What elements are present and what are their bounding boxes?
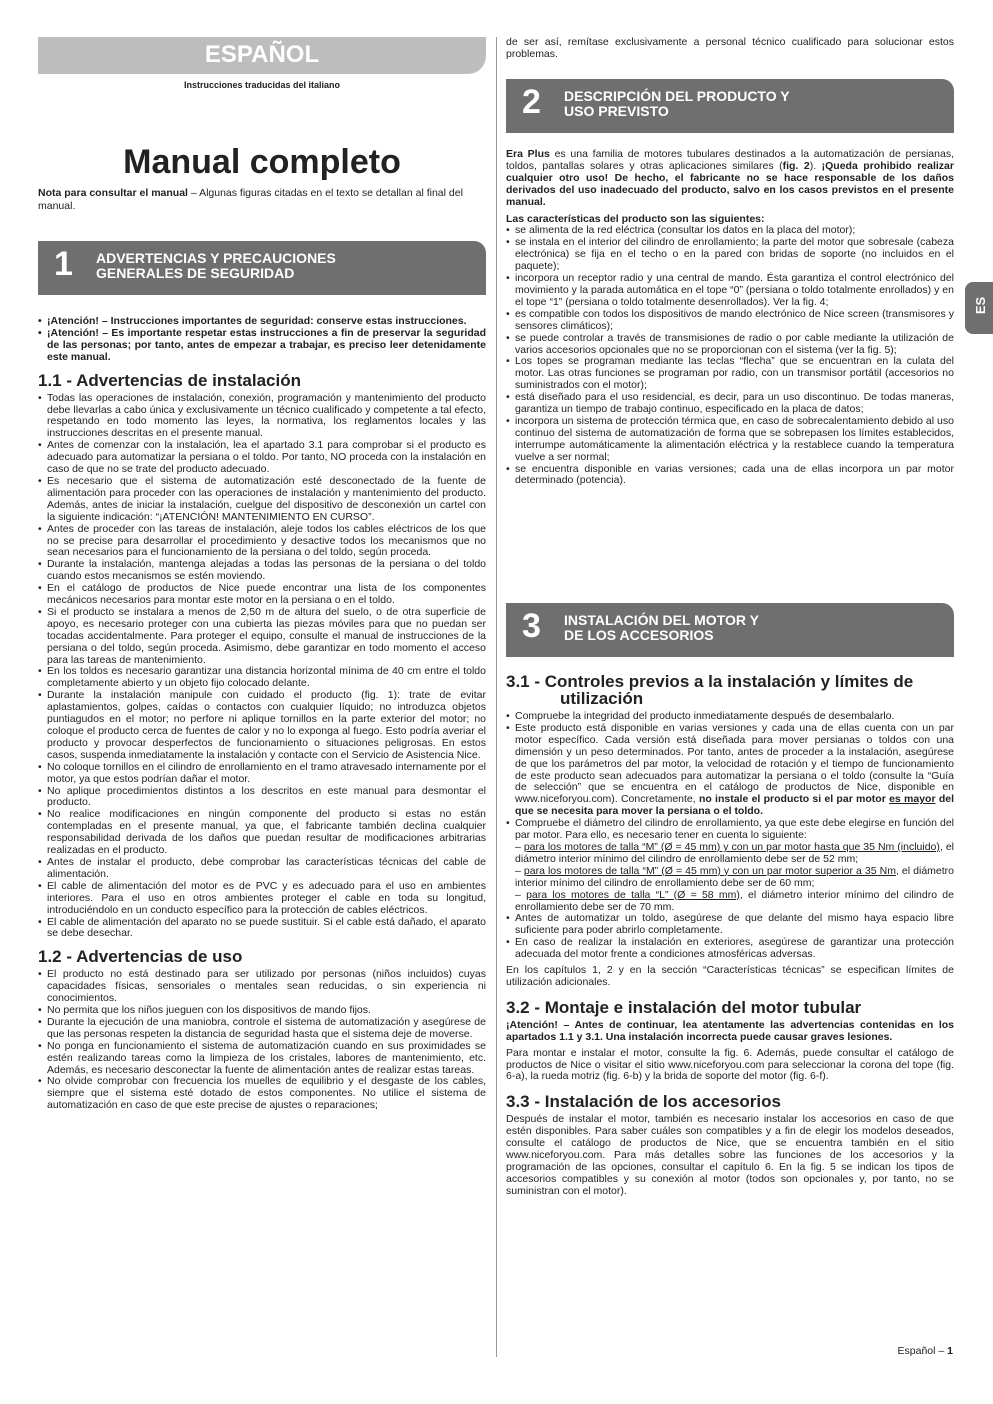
list-item: • No ponga en funcionamiento el sistema de automatización cuando en sus proximidades se estén realizando tareas como la limpieza de los cristales, labores de mantenimiento, etc. Además, es necesario desconectar la fuente de alimentación antes de realizar estas tareas. <box>38 1041 486 1077</box>
list-item: • No realice modificaciones en ningún componente del producto si estas no están contempladas en el presente manual, ya que, el fabricante también declina cualquier responsabilidad derivada de los daños que puedan resultar de modificaciones arbitrarias realizadas en el producto. <box>38 809 486 857</box>
note-text: – Algunas figuras citadas en el texto se detallan al final del manual. <box>38 187 463 212</box>
sub-item: – para los motores de talla “M” (Ø = 45 mm) y con un par motor superior a 35 Nm, el diámetro interior mínimo del cilindro de enrollamiento debe ser de 60 mm; <box>515 864 954 889</box>
section-heading: 1.2 - Advertencias de uso <box>38 947 243 967</box>
list-item: • está diseñado para el uso residencial, es decir, para un uso discontinuo. De todas maneras, garantiza un tiempo de trabajo continuo, especificado en la placa de datos; <box>506 392 954 416</box>
sub-item: – para los motores de talla “L” (Ø = 58 mm), el diámetro interior mínimo del cilindro de enrollamiento debe ser de 70 mm. <box>515 888 954 913</box>
list-item: • El cable de alimentación del aparato no se puede sustituir. Si el cable está dañado, el aparato se debe desechar. <box>38 917 486 941</box>
sub-item: – para los motores de talla “M” (Ø = 45 mm) y con un par motor hasta que 35 Nm (incluido), el diámetro interior mínimo del cilindro de enrollamiento debe ser de 52 mm; <box>515 840 954 865</box>
list-item: • No permita que los niños jueguen con los dispositivos de mando fijos. <box>38 1005 486 1017</box>
language-banner <box>38 37 486 74</box>
left-column <box>38 316 486 1112</box>
install-text: Para montar e instalar el motor, consulte la fig. 6. Además, puede consultar el catálogo de productos de Nice o visitar el sitio www.niceforyou.com para seleccionar la corona del tope (fig. 6-a), la rueda motriz (fig. 6-b) y la brida de soporte del motor (fig. 6-f). <box>506 1046 954 1083</box>
accessories-text: Después de instalar el motor, también es necesario instalar los accesorios en caso de que estén disponibles. Para saber cuáles son compatibles y a fin de elegir los modelos deseados, consulte el catálogo de productos de Nice, que se encuentra también en el sitio www.niceforyou.com. Para más detalles sobre las funciones de los accesorios y la programación de las opciones, consultar el capítulo 6. En la fig. 5 se indican los tipos de accesorios compatibles y su conexión al motor (todos son opcionales y, por tanto, no se suministran con el motor). <box>506 1113 954 1197</box>
item-text: Este producto está disponible en varias versiones y cada una de ellas cuenta con un par motor específico. Cada versión está diseñada para mover persianas o toldos con una dimensión y un peso determinados. Por tanto, antes de proceder a la instalación, asegúrese de que los parámetros del par motor, la velocidad de rotación y el tiempo de funcionamiento de este producto sean adecuados para automatizar la persiana o el toldo (consulte la “Guía de selección” que se encuentra en el catálogo de productos de Nice, disponible en www.niceforyou.com). Concretamente, <box>515 721 954 806</box>
list-item: • No aplique procedimientos distintos a los descritos en este manual para desmontar el producto. <box>38 786 486 810</box>
title-line: DESCRIPCIÓN DEL PRODUCTO Y <box>564 88 790 104</box>
list-item: • Si el producto se instalara a menos de 2,50 m de altura del suelo, o de otra superficie de apoyo, es necesario proteger con una cubierta las piezas móviles para que no puedan ser tocadas accidentalmente. Para proteger el equipo, consulte el manual de instrucciones de la persiana o del toldo, según proceda. Asimismo, debe garantizar en todo momento el acceso para las tareas de mantenimiento. <box>38 607 486 667</box>
note-label: Nota para consultar el manual <box>38 187 188 199</box>
product-name: Era Plus <box>506 148 550 160</box>
list-item: • Todas las operaciones de instalación, conexión, programación y mantenimiento del producto debe llevarlas a cabo única y exclusivamente un técnico cualificado y competente a tal efecto, respetando en todo momento las leyes, la normativa, los reglamentos locales y las instrucciones descritas en el presente manual. <box>38 393 486 441</box>
section-heading: 1.1 - Advertencias de instalación <box>38 370 301 390</box>
section-number: 1 <box>54 245 73 283</box>
sub-item-text: , el diámetro interior mínimo del cilindro de enrollamiento debe ser de 52 mm; <box>515 840 954 865</box>
section-heading: 3.3 - Instalación de los accesorios <box>506 1092 781 1112</box>
list-item: • se alimenta de la red eléctrica (consultar los datos en la placa del motor); <box>506 225 954 237</box>
additional-limits: En los capítulos 1, 2 y en la sección “Características técnicas” se especifican límites de utilización adicionales. <box>506 964 954 988</box>
translation-note: Instrucciones traducidas del italiano <box>183 80 341 90</box>
column-divider <box>496 37 497 1357</box>
list-item: • Durante la instalación manipule con cuidado el producto (fig. 1): trate de evitar aplastamientos, golpes, caídas o contactos con cualquier líquido; no introduzca objetos puntiagudos en el motor; no perfore ni aplique tornillos en la parte exterior del motor; no coloque el producto cerca de fuentes de calor y no lo exponga al fuego. Esto podría averiar el producto y provocar desperfectos de funcionamiento o situaciones peligrosas. En estos casos, suspenda inmediatamente la instalación y contacte con el Servicio de Asistencia Nice. <box>38 690 486 761</box>
manual-note <box>38 187 486 213</box>
list-item: • es compatible con todos los dispositivos de mando electrónico de Nice screen (transmisores y sensores climáticos); <box>506 309 954 333</box>
pre-installation-checks <box>506 711 954 961</box>
intro-text: ). <box>809 159 822 172</box>
list-item: • No olvide comprobar con frecuencia los muelles de equilibrio y el desgaste de los cables, siempre que el sistema esté dotado de estos componentes. No utilice el sistema de automatización en caso de que este precise de ajustes o reparaciones; <box>38 1076 486 1112</box>
section-3-body <box>506 673 954 1198</box>
section-1-header <box>38 241 486 295</box>
product-intro <box>506 149 954 209</box>
heading-line: 3.1 - Controles previos a la instalación y límites de <box>506 672 914 691</box>
item-bold: del que se necesita para mover la persiana o el toldo. <box>515 793 954 818</box>
footer-text: Español – <box>897 1345 948 1357</box>
list-item: • En caso de realizar la instalación en exteriores, asegúrese de garantizar una protección adecuada del motor frente a condiciones atmosféricas adversas. <box>506 937 954 961</box>
installation-warnings <box>38 393 486 941</box>
right-column <box>506 37 954 61</box>
item-underline: es mayor <box>889 793 936 806</box>
item-bold: no instale el producto si el par motor <box>698 793 890 806</box>
heading-line: utilización <box>560 689 644 708</box>
section-number: 3 <box>522 607 541 645</box>
features-title: Las características del producto son las siguientes: <box>506 212 765 225</box>
list-item: • incorpora un receptor radio y una central de mando. Ésta garantiza el control electrónico del movimiento y la parada automática en el tope “0” (persiana o toldo totalmente enrollados) y en el tope “1” (persiana o toldo totalmente desenrollados). Ver la fig. 4; <box>506 273 954 309</box>
sub-item-underline: para los motores de talla “L” (Ø = 58 mm) <box>526 888 740 901</box>
title-line: ADVERTENCIAS Y PRECAUCIONES <box>96 250 336 266</box>
list-item: • Es necesario que el sistema de automatización esté desconectado de la fuente de alimentación para proceder con las operaciones de instalación y mantenimiento del producto. Además, antes de iniciar la instalación, cuelgue del dispositivo de desconexión un cartel con la siguiente indicación: “¡ATENCIÓN! MANTENIMIENTO EN CURSO”. <box>38 476 486 524</box>
list-item: • se encuentra disponible en varias versiones; cada una de ellas incorpora un par motor determinado (potencia). <box>506 464 954 488</box>
intro-text: es una familia de motores tubulares destinados a la automatización de persianas, toldos, pantallas solares y otras aplicaciones similares ( <box>506 148 954 172</box>
section-title <box>564 613 759 643</box>
list-item: • Antes de proceder con las tareas de instalación, aleje todos los cables eléctricos de los que no se precise para desarrollar el procedimiento y desactive todos los mecanismos que no sean necesarios para el funcionamiento de la persiana o del toldo, según proceda. <box>38 524 486 560</box>
item-text: Compruebe el diámetro del cilindro de enrollamiento, ya que este debe elegirse en función del par motor. Para ello, es necesario tener en cuenta lo siguiente: <box>515 817 954 842</box>
language-tab-label: ES <box>973 296 989 315</box>
title-line: DE LOS ACCESORIOS <box>564 627 714 643</box>
list-item: • ¡Atención! – Instrucciones importantes de seguridad: conserve estas instrucciones. <box>38 316 486 328</box>
fig-ref: fig. 2 <box>782 159 810 172</box>
list-item: • En el catálogo de productos de Nice puede encontrar una lista de los componentes mecánicos necesarios para montar este motor en la persiana o en el toldo. <box>38 583 486 607</box>
language-label: ESPAÑOL <box>204 41 320 68</box>
section-title <box>96 251 336 281</box>
list-item: • No coloque tornillos en el cilindro de enrollamiento en el tramo atravesado internamente por el motor, ya que estos podrían dañar el motor. <box>38 762 486 786</box>
install-warning: ¡Atención! – Antes de continuar, lea atentamente las advertencias contenidas en los apartados 1.1 y 3.1. Una instalación incorrecta puede causar graves lesiones. <box>506 1018 954 1043</box>
features-list <box>506 225 954 487</box>
list-item: • Antes de automatizar un toldo, asegúrese de que delante del mismo haya espacio libre suficiente para poder abrirlo completamente. <box>506 913 954 937</box>
title-line: INSTALACIÓN DEL MOTOR Y <box>564 612 759 628</box>
title-line: GENERALES DE SEGURIDAD <box>96 265 295 281</box>
sub-item-underline: para los motores de talla “M” (Ø = 45 mm) y con un par motor superior a 35 Nm <box>523 864 896 877</box>
list-item: • ¡Atención! – Es importante respetar estas instrucciones a fin de preservar la seguridad de las personas; por tanto, antes de empezar a trabajar, es preciso leer detenidamente este manual. <box>38 328 486 364</box>
list-item: • Los topes se programan mediante las teclas “flecha” que se encuentran en la culata del motor. Las otras funciones se programan por radio, con un transmisor portátil (accesorios no suministrados con el motor); <box>506 356 954 392</box>
list-item: • Durante la ejecución de una maniobra, controle el sistema de automatización y asegúrese de que las personas respeten la distancia de seguridad hasta que el sistema deje de moverse. <box>38 1017 486 1041</box>
language-tab <box>965 282 993 334</box>
continuation-text: de ser así, remítase exclusivamente a personal técnico cualificado para solucionar estos problemas. <box>506 36 954 60</box>
section-title <box>564 89 790 119</box>
list-item: • se puede controlar a través de transmisiones de radio o por cable mediante la utilización de varios accesorios opcionales que no se proporcionan con el sistema (ver la fig. 5); <box>506 333 954 357</box>
list-item <box>506 818 954 913</box>
list-item: • Antes de comenzar con la instalación, lea el apartado 3.1 para comprobar si el producto es adecuado para automatizar la persiana o el toldo. Por tanto, NO proceda con la instalación en caso de que no se trate del producto adecuado. <box>38 440 486 476</box>
section-heading <box>506 673 954 707</box>
list-item: • se instala en el interior del cilindro de enrollamiento; la parte del motor que sobresale (cabeza electrónica) se fija en el techo o en la pared con bridas de soporte (no incluidos en el paquete); <box>506 237 954 273</box>
sub-item-text: , el diámetro interior mínimo del cilindro de enrollamiento debe ser de 60 mm; <box>515 864 954 889</box>
page-footer <box>898 1345 953 1357</box>
safety-warnings <box>38 316 486 364</box>
section-2-body <box>506 149 954 487</box>
list-item: • incorpora un sistema de protección térmica que, en caso de sobrecalentamiento debido al uso continuo del sistema de automatización de forma que se sobrepasen los límites establecidos, interrumpe automáticamente la alimentación eléctrica y la restablece cuando la temperatura vuelve a ser normal; <box>506 416 954 464</box>
list-item: • Durante la instalación, mantenga alejadas a todas las personas de la persiana o del toldo cuando estos mecanismos se estén moviendo. <box>38 559 486 583</box>
section-2-header <box>506 79 954 133</box>
sub-item-underline: para los motores de talla “M” (Ø = 45 mm) y con un par motor hasta que 35 Nm (incluido) <box>523 840 940 853</box>
section-number: 2 <box>522 83 541 121</box>
list-item: • Compruebe la integridad del producto inmediatamente después de desembalarlo. <box>506 711 954 723</box>
usage-warnings <box>38 969 486 1112</box>
section-3-header <box>506 603 954 657</box>
list-item: • El producto no está destinado para ser utilizado por personas (niños incluidos) cuyas capacidades físicas, sensoriales o mentales sean reducidas, o sin experiencia ni conocimientos. <box>38 969 486 1005</box>
section-heading: 3.2 - Montaje e instalación del motor tubular <box>506 997 862 1017</box>
sub-item-text: , el diámetro interior mínimo del cilindro de enrollamiento debe ser de 70 mm. <box>515 888 954 913</box>
list-item: • El cable de alimentación del motor es de PVC y es adecuado para el uso en ambientes interiores. Para el uso en otros ambientes proteger el cable en toda su longitud, introduciéndolo en un conducto específico para la protección de cables eléctricos. <box>38 881 486 917</box>
list-item: • En los toldos es necesario garantizar una distancia horizontal mínima de 40 cm entre el toldo completamente abierto y un objeto fijo colocado delante. <box>38 666 486 690</box>
title-line: USO PREVISTO <box>564 103 669 119</box>
list-item: • Antes de instalar el producto, debe comprobar las características técnicas del cable de alimentación. <box>38 857 486 881</box>
page-number: 1 <box>947 1345 953 1357</box>
prohibition-text: ¡Queda prohibido realizar cualquier otro uso! De hecho, el fabricante no se hace responsable de los daños derivados del uso inadecuado del producto, salvo en los casos previstos en el presente manual. <box>506 159 954 208</box>
list-item <box>506 723 954 818</box>
page-title: Manual completo <box>123 143 401 181</box>
